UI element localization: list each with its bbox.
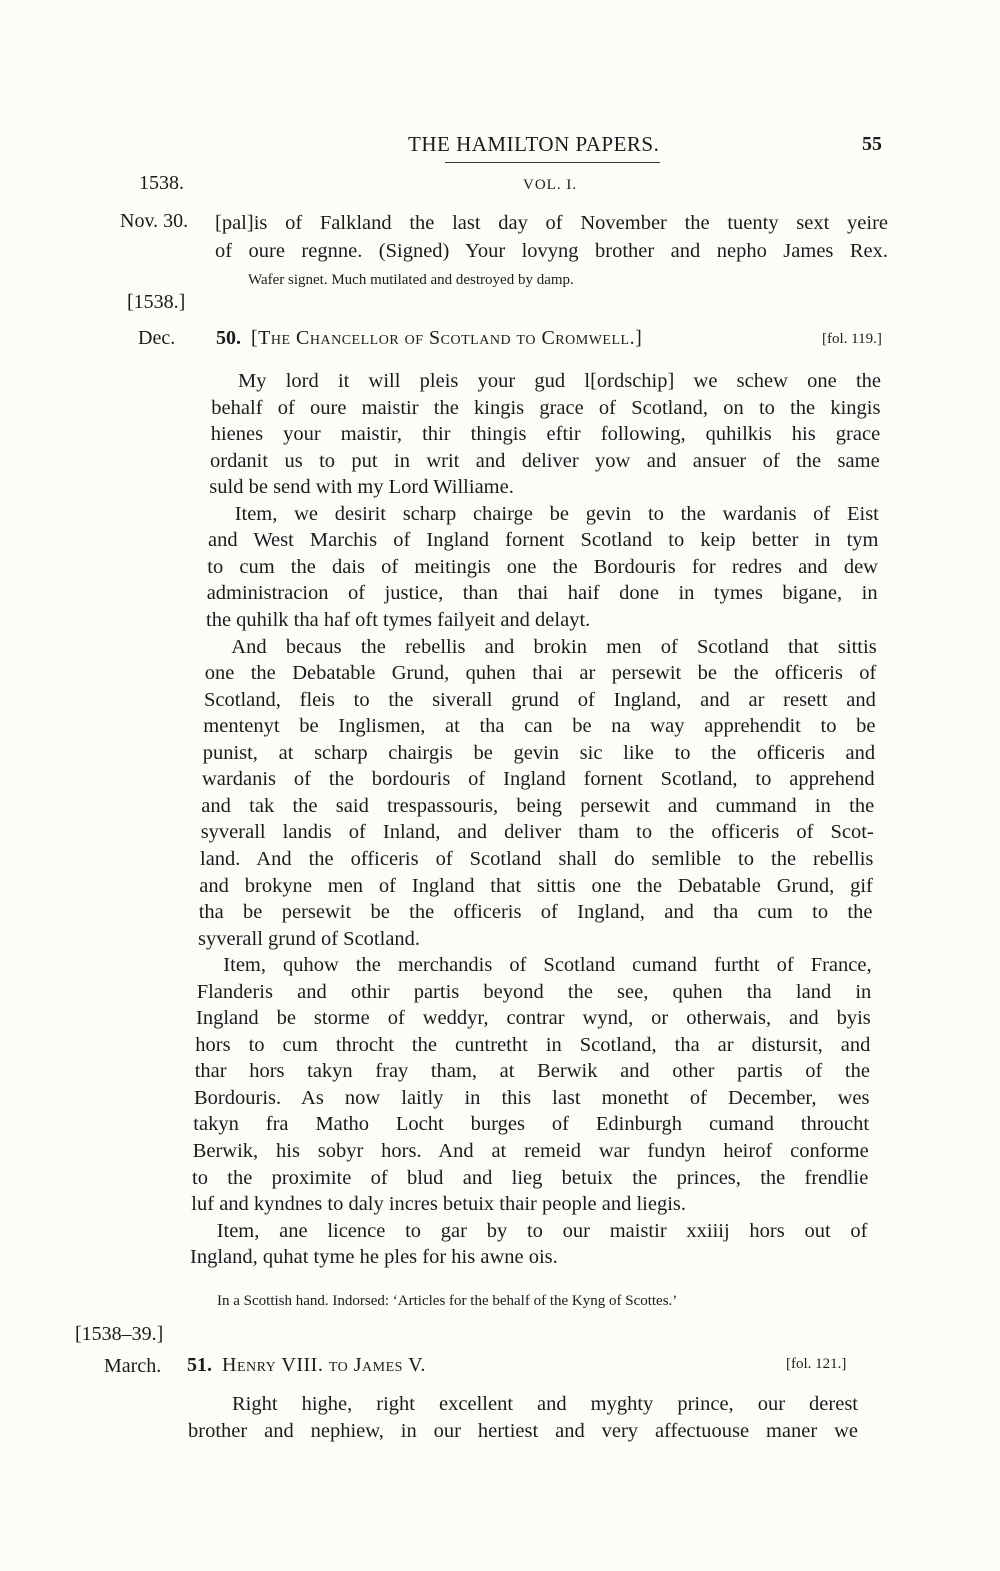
text-line: luf and kyndnes to daly incres betuix thair people and liegis. (191, 1193, 687, 1216)
text-line: Item, we desirit scharp chairge be gevin to the wardanis of Eist (234, 502, 879, 525)
text-line: and tak the said trespassouris, being persewit and cummand in the (201, 794, 875, 817)
letter-number: 50. (216, 327, 241, 349)
text-line: punist, at scharp chairgis be gevin sic like to the officeris and (202, 741, 876, 764)
text-line: tha be persewit be the officeris of Ingland, and tha cum to the (198, 901, 873, 923)
text-line: Berwik, his sobyr hors. And at remeid war fundyn heirof conforme (192, 1140, 869, 1162)
editorial-note: In a Scottish hand. Indorsed: ‘Articles for the behalf of the Kyng of Scottes.’ (217, 1293, 678, 1309)
text-line: the quhilk tha haf oft tymes failyeit and delayt. (206, 609, 591, 631)
editorial-note: Wafer signet. Much mutilated and destroyed by damp. (248, 272, 574, 288)
text-line: ordanit us to put in writ and deliver yow and ansuer of the same (210, 449, 880, 472)
text-line: and brokyne men of Ingland that sittis one the Debatable Grund, gif (199, 874, 873, 897)
text-line: thar hors takyn fray tham, at Berwik and other partis of the (194, 1060, 870, 1083)
title-rule (445, 162, 660, 163)
text-line: and West Marchis of Ingland fornent Scotland to keip better in tym (208, 529, 879, 552)
text-line: behalf of oure maistir the kingis grace of Scotland, on to the kingis (211, 396, 881, 419)
text-line: Right highe, right excellent and myghty prince, our derest (232, 1393, 858, 1415)
margin-year-1538-39: [1538–39.] (75, 1323, 164, 1345)
margin-year: 1538. (139, 172, 184, 194)
text-line: Scotland, fleis to the siverall grund of Ingland, and ar resett and (204, 688, 876, 711)
text-line: My lord it will pleis your gud l[ordschip] we schew one the (238, 370, 881, 392)
text-line: to cum the dais of meitingis one the Bordouris for redres and dew (207, 555, 878, 578)
text-line: Item, quhow the merchandis of Scotland cumand furtht of France, (223, 954, 872, 977)
text-line: hors to cum throcht the cuntretht in Scotland, tha ar distursit, and (195, 1033, 871, 1056)
text-line: syverall grund of Scotland. (198, 927, 421, 950)
text-line: one the Debatable Grund, quhen thai ar persewit be the officeris of (204, 662, 877, 684)
text-line: Item, ane licence to gar by to our maistir xxiiij hors out of (216, 1219, 868, 1242)
letter-title: [The Chancellor of Scotland to Cromwell.] (251, 327, 643, 349)
margin-year-bracketed: [1538.] (127, 291, 186, 313)
margin-date-nov30: Nov. 30. (120, 210, 189, 232)
text-line: of oure regnne. (Signed) Your lovyng brother and nepho James Rex. (215, 240, 888, 262)
page-number: 55 (862, 133, 882, 155)
text-line: suld be send with my Lord Williame. (209, 476, 514, 499)
text-line: administracion of justice, than thai haif done in tymes bigane, in (206, 582, 878, 605)
text-line: Ingland be storme of weddyr, contrar wynd, or otherwais, and byis (196, 1007, 871, 1030)
letter-heading (216, 327, 642, 350)
text-line: brother and nephiew, in our hertiest and very affectuouse maner we (188, 1420, 858, 1442)
margin-date-march: March. (104, 1355, 162, 1377)
running-title: THE HAMILTON PAPERS. (408, 132, 660, 156)
letter-title: Henry VIII. to James V. (222, 1354, 426, 1376)
text-line: to the proximite of blud and lieg betuix the princes, the frendlie (192, 1166, 869, 1189)
text-line: wardanis of the bordouris of Ingland fornent Scotland, to apprehend (202, 768, 875, 791)
text-line: land. And the officeris of Scotland shall do semlible to the rebellis (200, 847, 874, 870)
letter-number: 51. (187, 1354, 212, 1376)
text-line: syverall landis of Inland, and deliver tham to the officeris of Scot- (200, 821, 874, 844)
folio-reference: [fol. 121.] (786, 1356, 847, 1372)
text-line: Ingland, quhat tyme he ples for his awne ois. (190, 1246, 558, 1269)
folio-reference: [fol. 119.] (822, 331, 882, 347)
volume-label: VOL. I. (523, 177, 578, 193)
text-line: [pal]is of Falkland the last day of November the tuenty sext yeire (215, 212, 888, 234)
margin-date-dec: Dec. (138, 327, 176, 349)
text-line: Bordouris. As now laitly in this last monetht of December, wes (194, 1086, 870, 1109)
text-line: And becaus the rebellis and brokin men of Scotland that sittis (231, 635, 877, 658)
text-line: hienes your maistir, thir thingis eftir following, quhilkis his grace (210, 423, 881, 446)
text-line: takyn fra Matho Locht burges of Edinburgh cumand throucht (193, 1113, 870, 1136)
text-line: mentenyt be Inglismen, at tha can be na way apprehendit to be (203, 715, 876, 738)
letter-heading (187, 1354, 426, 1377)
text-line: Flanderis and othir partis beyond the see, quhen tha land in (196, 980, 872, 1003)
